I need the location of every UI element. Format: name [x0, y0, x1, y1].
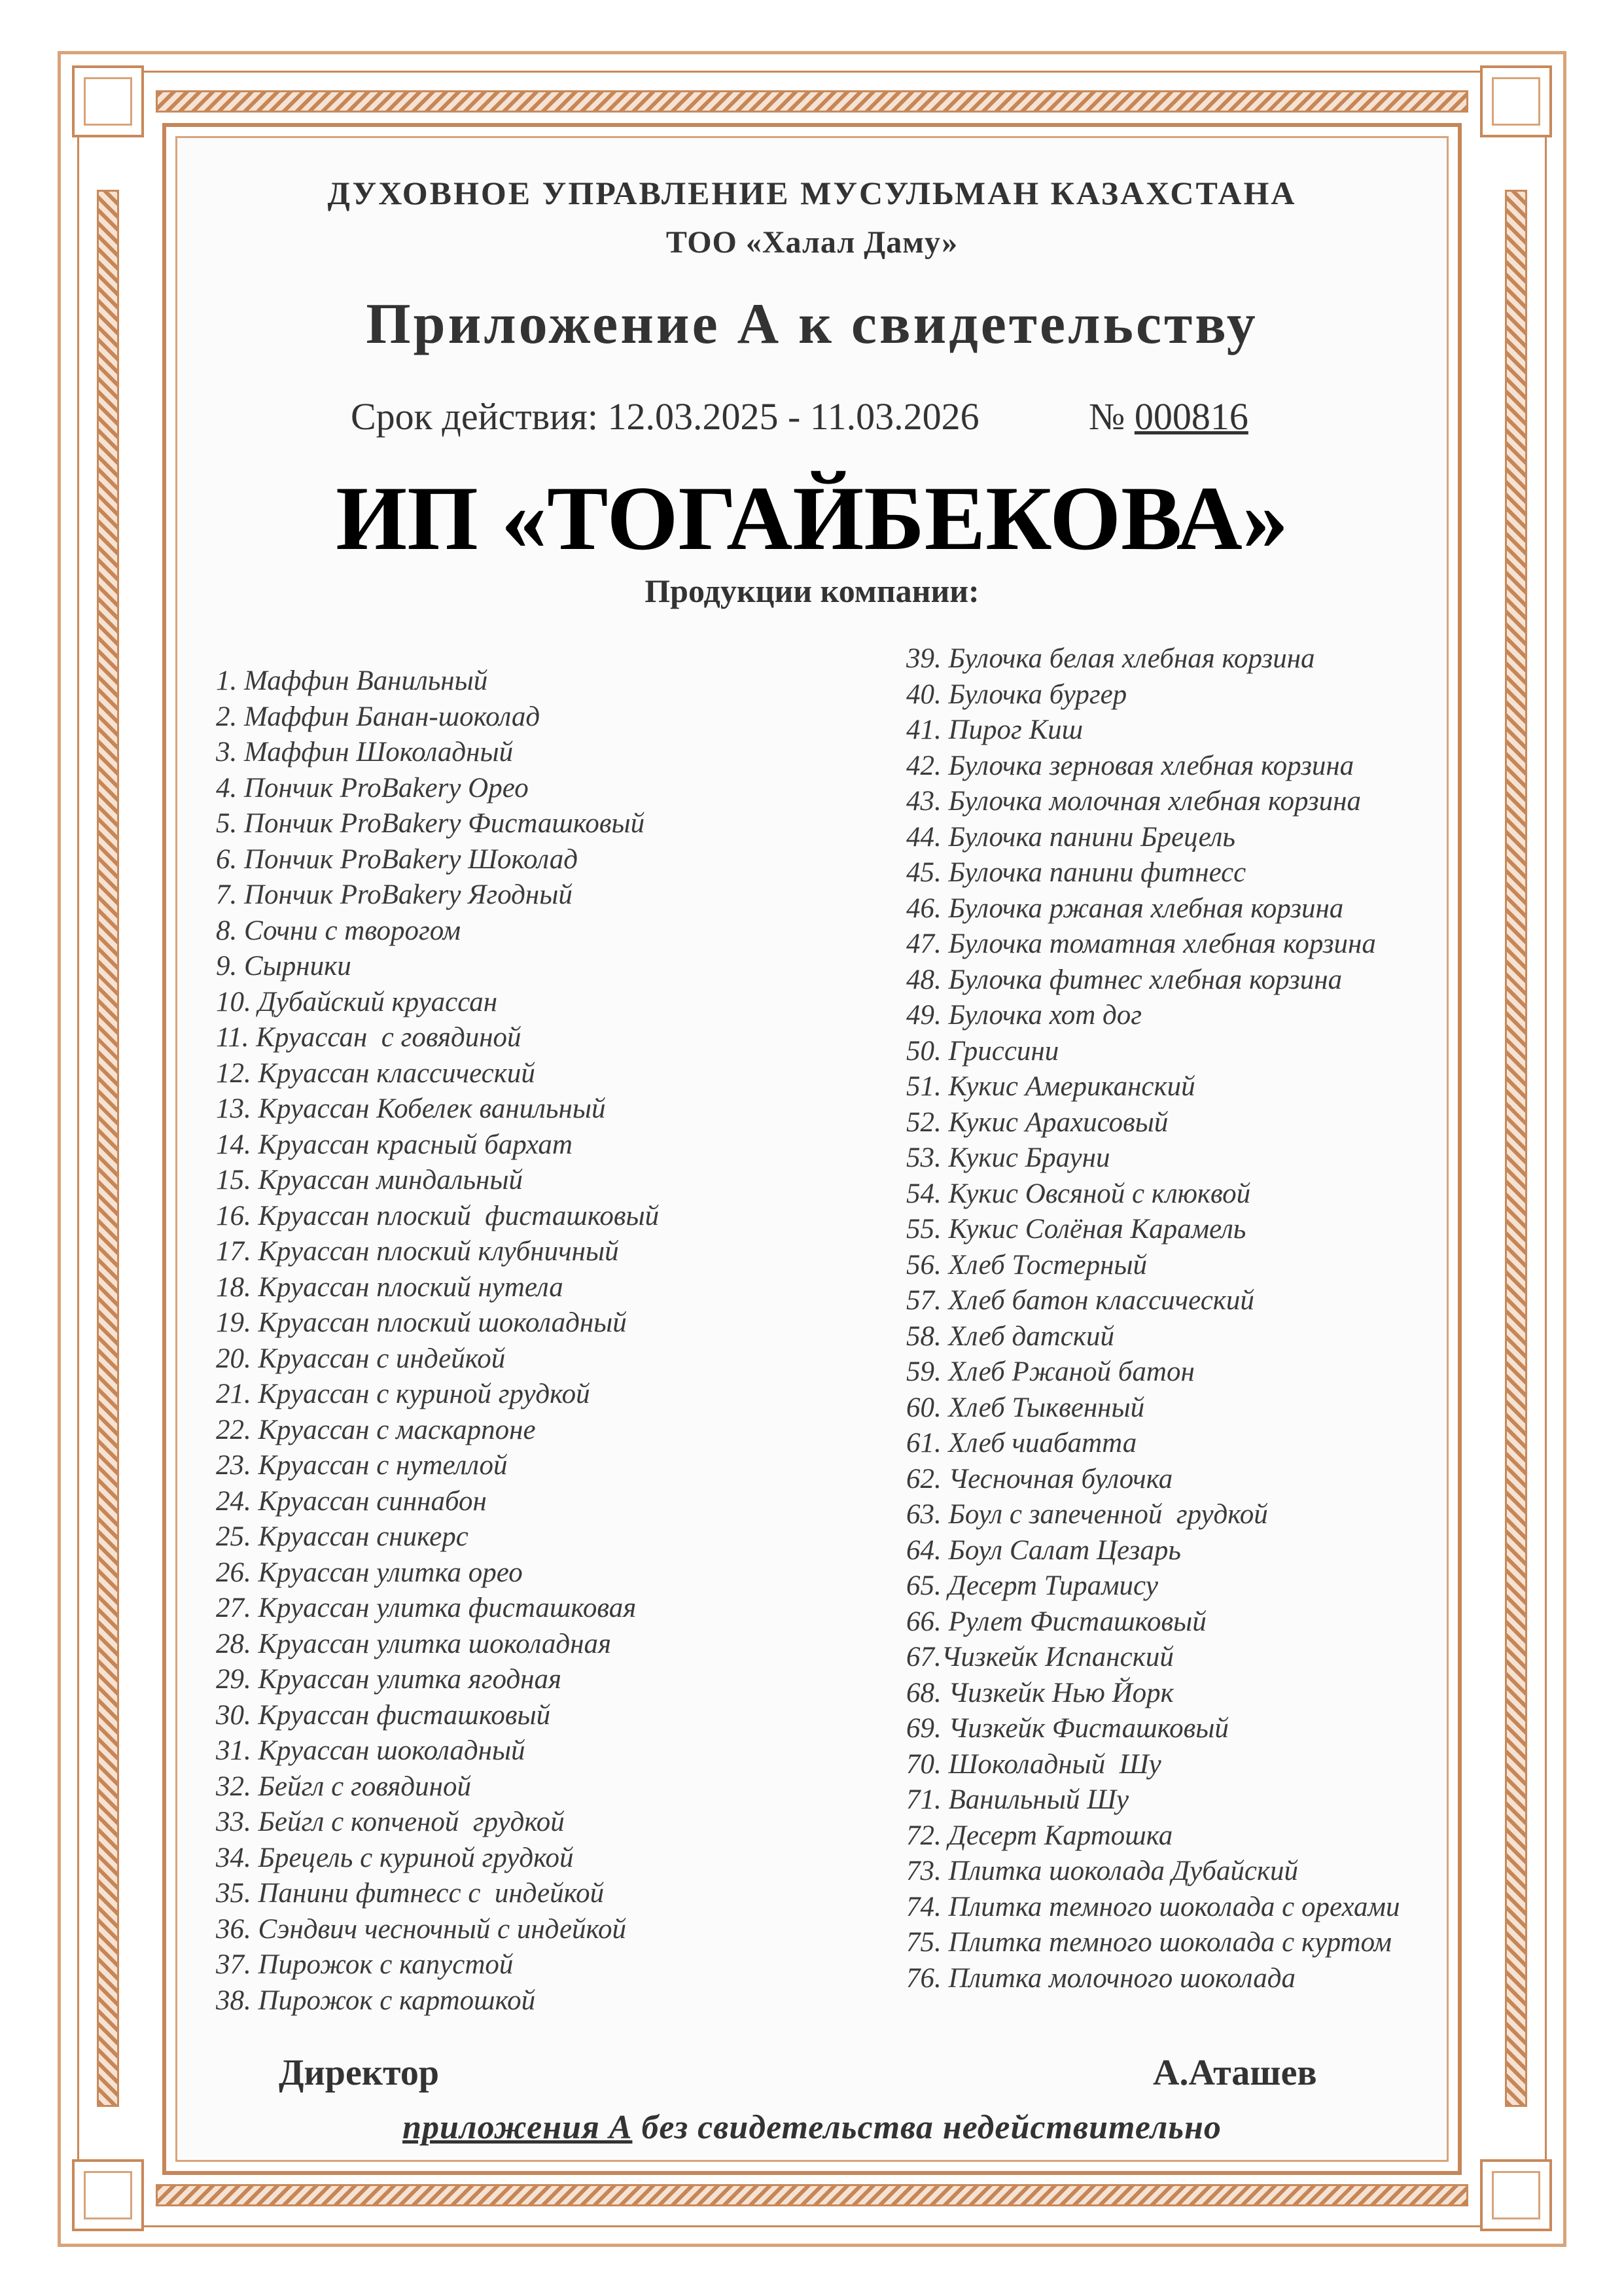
product-item: 10. Дубайский круассан — [216, 986, 498, 1017]
product-item: 35. Панини фитнесс с индейкой — [216, 1878, 605, 1909]
product-item: 53. Кукис Брауни — [906, 1142, 1110, 1173]
product-item: 2. Маффин Банан-шоколад — [216, 701, 540, 732]
product-item: 61. Хлеб чиабатта — [906, 1428, 1137, 1458]
rope-border-bottom — [156, 2184, 1468, 2206]
signature-position: Директор — [279, 2053, 439, 2093]
product-item: 5. Пончик ProBakery Фисташковый — [216, 808, 645, 839]
product-item: 27. Круассан улитка фисташковая — [216, 1593, 637, 1623]
product-item: 44. Булочка панини Брецель — [906, 821, 1236, 853]
product-item: 39. Булочка белая хлебная корзина — [906, 643, 1315, 674]
product-item: 74. Плитка темного шоколада с орехами — [906, 1891, 1400, 1922]
product-item: 72. Десерт Картошка — [906, 1820, 1173, 1851]
product-item: 7. Пончик ProBakery Ягодный — [216, 879, 573, 910]
product-item: 63. Боул с запеченной грудкой — [906, 1499, 1268, 1530]
product-item: 71. Ванильный Шу — [906, 1784, 1129, 1815]
validity-period: Срок действия: 12.03.2025 - 11.03.2026 — [351, 395, 980, 438]
product-item: 34. Брецель с куриной грудкой — [216, 1842, 574, 1873]
product-item: 48. Булочка фитнес хлебная корзина — [906, 964, 1343, 995]
product-item: 52. Кукис Арахисовый — [906, 1106, 1169, 1138]
product-list-right — [906, 641, 1400, 1996]
product-item: 51. Кукис Американский — [906, 1071, 1195, 1102]
product-item: 15. Круассан миндальный — [216, 1165, 523, 1195]
rope-border-top — [156, 90, 1468, 113]
product-item: 11. Круассан с говядиной — [216, 1022, 521, 1053]
product-item: 22. Круассан с маскарпоне — [216, 1414, 536, 1445]
product-list-left — [216, 663, 659, 2019]
product-item: 16. Круассан плоский фисташковый — [216, 1200, 660, 1231]
product-item: 56. Хлеб Тостерный — [906, 1249, 1148, 1280]
signature-name: А.Аташев — [1153, 2053, 1317, 2093]
document-title: Приложение А к свидетельству — [366, 292, 1258, 356]
product-item: 41. Пирог Киш — [906, 715, 1084, 745]
product-item: 64. Боул Салат Цезарь — [906, 1534, 1181, 1566]
product-item: 46. Булочка ржаная хлебная корзина — [906, 892, 1344, 924]
product-item: 20. Круассан с индейкой — [216, 1343, 506, 1374]
product-item: 31. Круассан шоколадный — [216, 1735, 525, 1766]
product-item: 3. Маффин Шоколадный — [216, 737, 514, 768]
product-item: 36. Сэндвич чесночный с индейкой — [216, 1913, 627, 1945]
product-item: 30. Круассан фисташковый — [216, 1699, 551, 1731]
product-item: 12. Круассан классический — [216, 1057, 535, 1089]
products-heading: Продукции компании: — [644, 573, 980, 609]
product-item: 66. Рулет Фисташковый — [906, 1606, 1207, 1637]
validity-note-underlined: приложения А — [402, 2109, 633, 2146]
product-item: 60. Хлеб Тыквенный — [906, 1392, 1145, 1423]
product-item: 18. Круассан плоский нутела — [216, 1271, 563, 1303]
product-item: 14. Круассан красный бархат — [216, 1129, 573, 1160]
product-item: 32. Бейгл с говядиной — [216, 1771, 471, 1802]
product-item: 42. Булочка зерновая хлебная корзина — [906, 750, 1354, 781]
product-item: 40. Булочка бургер — [906, 679, 1127, 710]
product-item: 13. Круассан Кобелек ванильный — [216, 1093, 606, 1124]
product-item: 8. Сочни с творогом — [216, 915, 461, 946]
product-item: 65. Десерт Тирамису — [906, 1570, 1158, 1601]
product-item: 29. Круассан улитка ягодная — [216, 1664, 562, 1695]
product-item: 1. Маффин Ванильный — [216, 665, 488, 696]
corner-ornament-bottom-right — [1480, 2159, 1552, 2231]
product-item: 45. Булочка панини фитнесс — [906, 857, 1246, 888]
product-item: 21. Круассан с куриной грудкой — [216, 1379, 590, 1409]
product-item: 57. Хлеб батон классический — [906, 1285, 1254, 1316]
corner-ornament-top-right — [1480, 65, 1552, 137]
product-item: 33. Бейгл с копченой грудкой — [216, 1807, 565, 1837]
corner-ornament-top-left — [72, 65, 144, 137]
product-item: 9. Сырники — [216, 951, 351, 981]
product-item: 25. Круассан сникерс — [216, 1521, 468, 1552]
organization-name: ДУХОВНОЕ УПРАВЛЕНИЕ МУСУЛЬМАН КАЗАХСТАНА — [327, 175, 1297, 211]
product-item: 58. Хлеб датский — [906, 1320, 1114, 1352]
product-item: 75. Плитка темного шоколада с куртом — [906, 1927, 1392, 1958]
certificate-number — [1089, 395, 1248, 438]
product-item: 49. Булочка хот дог — [906, 1000, 1142, 1031]
product-item: 17. Круассан плоский клубничный — [216, 1236, 619, 1267]
product-item: 68. Чизкейк Нью Йорк — [906, 1677, 1174, 1708]
product-item: 69. Чизкейк Фисташковый — [906, 1713, 1229, 1744]
product-item: 76. Плитка молочного шоколада — [906, 1962, 1296, 1994]
product-item: 70. Шоколадный Шу — [906, 1748, 1161, 1780]
product-item: 67.Чизкейк Испанский — [906, 1642, 1174, 1672]
product-item: 47. Булочка томатная хлебная корзина — [906, 928, 1376, 959]
product-item: 23. Круассан с нутеллой — [216, 1450, 508, 1481]
validity-note-text: без свидетельства недействительно — [632, 2109, 1222, 2146]
product-item: 19. Круассан плоский шоколадный — [216, 1307, 627, 1338]
product-item: 43. Булочка молочная хлебная корзина — [906, 786, 1361, 817]
issuer-company: ТОО «Халал Даму» — [665, 225, 959, 260]
product-item: 4. Пончик ProBakery Орео — [216, 772, 529, 804]
product-item: 6. Пончик ProBakery Шоколад — [216, 843, 578, 875]
certificate-number-value: 000816 — [1134, 395, 1248, 438]
product-item: 54. Кукис Овсяной с клюквой — [906, 1178, 1251, 1209]
product-item: 26. Круассан улитка орео — [216, 1557, 523, 1588]
product-item: 28. Круассан улитка шоколадная — [216, 1628, 611, 1659]
product-item: 38. Пирожок с картошкой — [216, 1985, 536, 2016]
product-item: 73. Плитка шоколада Дубайский — [906, 1856, 1299, 1886]
validity-note — [0, 2108, 1624, 2147]
certificate-number-label: № — [1089, 395, 1135, 438]
holder-name: ИП «ТОГАЙБЕКОВА» — [336, 468, 1288, 569]
product-item: 37. Пирожок с капустой — [216, 1949, 514, 1980]
corner-ornament-bottom-left — [72, 2159, 144, 2231]
product-item: 55. Кукис Солёная Карамель — [906, 1214, 1246, 1245]
product-item: 50. Гриссини — [906, 1035, 1059, 1067]
product-item: 24. Круассан синнабон — [216, 1485, 487, 1517]
product-item: 62. Чесночная булочка — [906, 1463, 1173, 1494]
product-item: 59. Хлеб Ржаной батон — [906, 1356, 1195, 1387]
